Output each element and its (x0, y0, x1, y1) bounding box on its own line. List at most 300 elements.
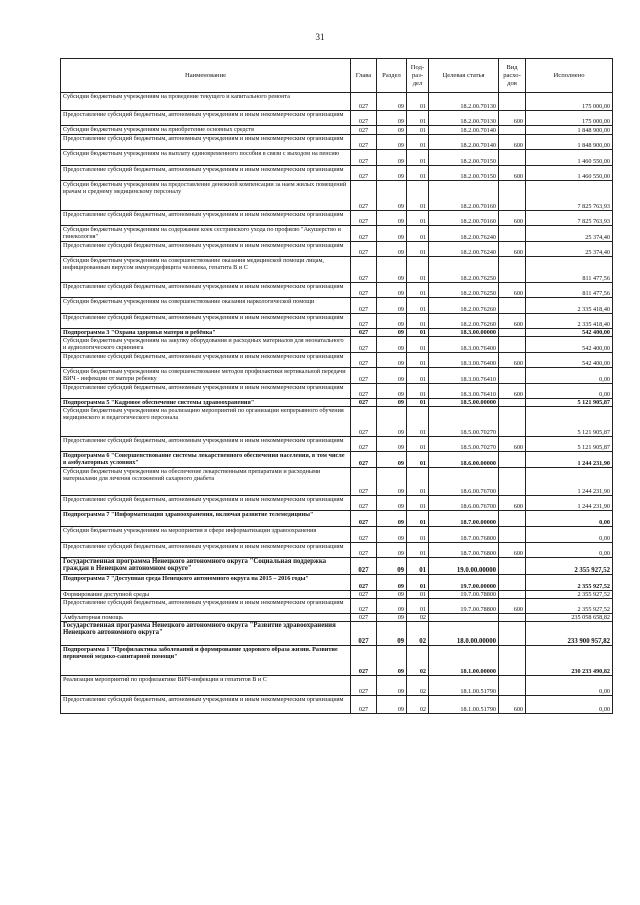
table-row (61, 575, 613, 591)
row-chapter: 027 (351, 511, 377, 527)
table-row (61, 496, 613, 511)
row-target: 18.2.00.70160 (429, 181, 499, 211)
row-exp-type (499, 126, 526, 135)
row-exp-type: 600 (499, 384, 526, 399)
row-chapter: 027 (351, 135, 377, 150)
row-name: Субсидии бюджетным учреждениям на предоставление денежной компенсации за наем жилых помещений врачам и среднему медицинскому персоналу (61, 181, 351, 211)
table-row (61, 93, 613, 111)
row-name: Субсидии бюджетным учреждениям на содержание коек сестринского ухода по профилю "Акушерство и гинекология" (61, 226, 351, 242)
row-name: Субсидии бюджетным учреждениям на мероприятия в сфере информатизации здравоохранения (61, 527, 351, 543)
table-row (61, 646, 613, 676)
row-chapter: 027 (351, 93, 377, 111)
row-name: Субсидии бюджетным учреждениям на совершенствование методов профилактики вертикальной передачи ВИЧ - инфекции от матери ребенку (61, 368, 351, 384)
row-chapter: 027 (351, 468, 377, 496)
row-executed: 542 400,00 (526, 353, 613, 368)
row-subsection: 01 (407, 298, 429, 314)
row-executed: 230 233 490,82 (526, 646, 613, 676)
row-target: 18.7.00.00000 (429, 511, 499, 527)
row-executed: 1 460 550,00 (526, 150, 613, 166)
row-executed: 233 900 957,82 (526, 622, 613, 646)
row-subsection: 01 (407, 166, 429, 181)
row-target: 19.7.00.00000 (429, 575, 499, 591)
table-row (61, 468, 613, 496)
row-subsection: 01 (407, 211, 429, 226)
row-chapter: 027 (351, 242, 377, 257)
row-exp-type (499, 257, 526, 283)
row-executed: 2 355 927,52 (526, 599, 613, 614)
row-section: 09 (377, 676, 407, 696)
row-name: Подпрограмма 5 "Кадровое обеспечение системы здравоохранения" (61, 399, 351, 407)
row-subsection: 01 (407, 242, 429, 257)
row-section: 09 (377, 437, 407, 452)
row-subsection: 02 (407, 622, 429, 646)
row-executed: 2 355 927,52 (526, 558, 613, 575)
row-name: Государственная программа Ненецкого автономного округа "Социальная поддержка граждан в Ненецком автономном округе" (61, 558, 351, 575)
row-target (429, 614, 499, 622)
row-section: 09 (377, 599, 407, 614)
table-body (61, 93, 613, 714)
row-section: 09 (377, 211, 407, 226)
row-section: 09 (377, 181, 407, 211)
row-section: 09 (377, 558, 407, 575)
row-target: 18.5.00.70270 (429, 407, 499, 437)
row-exp-type (499, 676, 526, 696)
row-name: Предоставление субсидий бюджетным, автономным учреждениям и иным некоммерческим организациям (61, 543, 351, 558)
row-exp-type: 600 (499, 599, 526, 614)
row-executed: 2 355 927,52 (526, 575, 613, 591)
table-row (61, 257, 613, 283)
row-subsection: 01 (407, 543, 429, 558)
table-row (61, 166, 613, 181)
table-row (61, 614, 613, 622)
row-subsection: 01 (407, 353, 429, 368)
row-name: Формирование доступной среды (61, 591, 351, 599)
table-row (61, 126, 613, 135)
row-subsection: 01 (407, 226, 429, 242)
table-header-row (61, 59, 613, 93)
row-chapter: 027 (351, 368, 377, 384)
table-row (61, 452, 613, 468)
table-row (61, 437, 613, 452)
row-executed: 1 244 231,90 (526, 468, 613, 496)
row-chapter: 027 (351, 696, 377, 714)
row-target: 19.7.00.78800 (429, 599, 499, 614)
row-section: 09 (377, 368, 407, 384)
row-subsection: 01 (407, 329, 429, 337)
row-exp-type (499, 399, 526, 407)
row-exp-type (499, 150, 526, 166)
row-chapter: 027 (351, 111, 377, 126)
row-chapter: 027 (351, 591, 377, 599)
table-row (61, 591, 613, 599)
row-section: 09 (377, 283, 407, 298)
row-name: Предоставление субсидий бюджетным, автономным учреждениям и иным некоммерческим организациям (61, 696, 351, 714)
row-subsection: 01 (407, 591, 429, 599)
row-subsection: 01 (407, 599, 429, 614)
row-section: 09 (377, 135, 407, 150)
row-chapter: 027 (351, 150, 377, 166)
header-chapter: Глава (351, 59, 377, 93)
table-row (61, 226, 613, 242)
row-section: 09 (377, 575, 407, 591)
row-exp-type (499, 368, 526, 384)
row-name: Предоставление субсидий бюджетным, автономным учреждениям и иным некоммерческим организациям (61, 166, 351, 181)
row-chapter: 027 (351, 257, 377, 283)
row-executed: 542 400,00 (526, 329, 613, 337)
row-exp-type (499, 614, 526, 622)
row-executed: 0,00 (526, 676, 613, 696)
row-subsection: 01 (407, 368, 429, 384)
row-name: Реализация мероприятий по профилактике ВИЧ-инфекции и гепатитов В и С (61, 676, 351, 696)
row-exp-type: 600 (499, 496, 526, 511)
row-chapter: 027 (351, 622, 377, 646)
budget-table (60, 58, 613, 714)
row-target: 18.2.00.76250 (429, 257, 499, 283)
row-chapter: 027 (351, 211, 377, 226)
row-executed: 1 244 231,90 (526, 452, 613, 468)
table-row (61, 283, 613, 298)
row-exp-type: 600 (499, 314, 526, 329)
table-row (61, 527, 613, 543)
row-subsection: 01 (407, 511, 429, 527)
row-chapter: 027 (351, 575, 377, 591)
row-executed: 2 355 927,52 (526, 591, 613, 599)
row-section: 09 (377, 226, 407, 242)
table-row (61, 314, 613, 329)
row-section: 09 (377, 166, 407, 181)
row-target: 19.7.00.78800 (429, 591, 499, 599)
row-executed: 5 121 905,87 (526, 399, 613, 407)
row-exp-type: 600 (499, 211, 526, 226)
row-chapter: 027 (351, 337, 377, 353)
row-exp-type (499, 527, 526, 543)
table-row (61, 399, 613, 407)
table-row (61, 135, 613, 150)
row-subsection: 01 (407, 135, 429, 150)
row-name: Предоставление субсидий бюджетным, автономным учреждениям и иным некоммерческим организациям (61, 242, 351, 257)
row-executed: 1 244 231,90 (526, 496, 613, 511)
row-section: 09 (377, 543, 407, 558)
row-executed: 25 374,40 (526, 242, 613, 257)
row-chapter: 027 (351, 646, 377, 676)
row-name: Предоставление субсидий бюджетным, автономным учреждениям и иным некоммерческим организациям (61, 135, 351, 150)
row-executed: 542 400,00 (526, 337, 613, 353)
row-exp-type (499, 575, 526, 591)
row-exp-type: 600 (499, 242, 526, 257)
table-row (61, 558, 613, 575)
row-target: 18.5.00.70270 (429, 437, 499, 452)
row-subsection: 01 (407, 384, 429, 399)
row-section: 09 (377, 614, 407, 622)
table-row (61, 150, 613, 166)
row-subsection: 01 (407, 575, 429, 591)
row-name: Субсидии бюджетным учреждениям на реализацию мероприятий по организации непрерывного обучения медицинского и педагогического персонала (61, 407, 351, 437)
row-section: 09 (377, 257, 407, 283)
row-target: 18.7.00.76800 (429, 527, 499, 543)
row-chapter: 027 (351, 407, 377, 437)
table-row (61, 368, 613, 384)
row-section: 09 (377, 399, 407, 407)
row-section: 09 (377, 298, 407, 314)
row-target: 18.2.00.70130 (429, 93, 499, 111)
row-exp-type: 600 (499, 543, 526, 558)
table-row (61, 337, 613, 353)
row-section: 09 (377, 591, 407, 599)
header-exp-type: Вид расхо-дов (499, 59, 526, 93)
header-executed: Исполнено (526, 59, 613, 93)
row-target: 18.5.00.00000 (429, 399, 499, 407)
row-name: Предоставление субсидий бюджетным, автономным учреждениям и иным некоммерческим организациям (61, 353, 351, 368)
row-target: 18.7.00.76800 (429, 543, 499, 558)
row-target: 18.3.00.76410 (429, 384, 499, 399)
row-name: Подпрограмма 7 "Информатизация здравоохранения, включая развитие телемедицины" (61, 511, 351, 527)
row-executed: 5 121 905,87 (526, 437, 613, 452)
row-executed: 1 848 900,00 (526, 135, 613, 150)
header-subsection: Под-раз-дел (407, 59, 429, 93)
row-subsection: 01 (407, 527, 429, 543)
row-subsection: 01 (407, 452, 429, 468)
row-exp-type (499, 407, 526, 437)
row-section: 09 (377, 314, 407, 329)
row-section: 09 (377, 337, 407, 353)
row-name: Амбулаторная помощь (61, 614, 351, 622)
row-exp-type: 600 (499, 166, 526, 181)
row-exp-type (499, 511, 526, 527)
row-name: Подпрограмма 1 "Профилактика заболеваний и формирование здорового образа жизни. Развитие первичной медико-санитарной помощи" (61, 646, 351, 676)
header-target: Целевая статья (429, 59, 499, 93)
table-row (61, 211, 613, 226)
row-exp-type (499, 646, 526, 676)
row-chapter: 027 (351, 283, 377, 298)
row-exp-type (499, 93, 526, 111)
row-executed: 5 121 905,87 (526, 407, 613, 437)
row-section: 09 (377, 242, 407, 257)
row-chapter: 027 (351, 353, 377, 368)
table-row (61, 329, 613, 337)
row-section: 09 (377, 452, 407, 468)
row-executed: 175 000,00 (526, 93, 613, 111)
table-row (61, 384, 613, 399)
row-name: Субсидии бюджетным учреждениям на приобретение основных средств (61, 126, 351, 135)
row-chapter: 027 (351, 676, 377, 696)
row-section: 09 (377, 384, 407, 399)
row-chapter: 027 (351, 496, 377, 511)
table-row (61, 676, 613, 696)
row-exp-type: 600 (499, 696, 526, 714)
row-executed: 7 825 763,93 (526, 181, 613, 211)
row-target: 18.3.00.76400 (429, 337, 499, 353)
row-subsection: 01 (407, 111, 429, 126)
row-exp-type (499, 468, 526, 496)
row-name: Подпрограмма 7 "Доступная среда Ненецкого автономного округа на 2015 – 2016 годы" (61, 575, 351, 591)
row-exp-type (499, 558, 526, 575)
row-chapter: 027 (351, 298, 377, 314)
table-row (61, 181, 613, 211)
row-subsection: 01 (407, 283, 429, 298)
row-name: Подпрограмма 3 "Охрана здоровья матери и ребёнка" (61, 329, 351, 337)
table-row (61, 599, 613, 614)
page-number: 31 (315, 32, 325, 42)
row-subsection: 02 (407, 614, 429, 622)
row-name: Субсидии бюджетным учреждениям на закупку оборудования и расходных материалов для неонатального и аудиологического скрининга (61, 337, 351, 353)
row-subsection: 01 (407, 150, 429, 166)
row-target: 19.0.00.00000 (429, 558, 499, 575)
row-name: Государственная программа Ненецкого автономного округа "Развитие здравоохранения Ненецкого автономного округа" (61, 622, 351, 646)
row-subsection: 02 (407, 696, 429, 714)
row-subsection: 01 (407, 126, 429, 135)
row-subsection: 01 (407, 181, 429, 211)
table-row (61, 407, 613, 437)
row-chapter: 027 (351, 166, 377, 181)
row-exp-type (499, 452, 526, 468)
row-section: 09 (377, 407, 407, 437)
row-target: 18.2.00.70130 (429, 111, 499, 126)
row-exp-type (499, 226, 526, 242)
row-subsection: 01 (407, 314, 429, 329)
row-target: 18.2.00.76260 (429, 314, 499, 329)
row-subsection: 01 (407, 496, 429, 511)
row-section: 09 (377, 468, 407, 496)
row-exp-type (499, 622, 526, 646)
row-chapter: 027 (351, 126, 377, 135)
row-name: Предоставление субсидий бюджетным, автономным учреждениям и иным некоммерческим организациям (61, 384, 351, 399)
row-subsection: 01 (407, 399, 429, 407)
row-executed: 1 848 900,00 (526, 126, 613, 135)
row-target: 18.3.00.76400 (429, 353, 499, 368)
row-name: Субсидии бюджетным учреждениям на совершенствование оказания медицинской помощи лицам, инфицированным вирусом иммунодефицита человека, гепатита В и С (61, 257, 351, 283)
row-executed: 175 000,00 (526, 111, 613, 126)
row-subsection: 01 (407, 93, 429, 111)
row-chapter: 027 (351, 399, 377, 407)
row-name: Предоставление субсидий бюджетным, автономным учреждениям и иным некоммерческим организациям (61, 496, 351, 511)
row-target: 18.2.00.70150 (429, 150, 499, 166)
table-row (61, 353, 613, 368)
row-name: Предоставление субсидий бюджетным, автономным учреждениям и иным некоммерческим организациям (61, 283, 351, 298)
row-name: Подпрограмма 6 "Совершенствование системы лекарственного обеспечения населения, в том числе в амбулаторных условиях" (61, 452, 351, 468)
row-subsection: 01 (407, 558, 429, 575)
row-target: 18.0.00.00000 (429, 622, 499, 646)
row-subsection: 02 (407, 676, 429, 696)
row-name: Предоставление субсидий бюджетным, автономным учреждениям и иным некоммерческим организациям (61, 437, 351, 452)
row-target: 18.1.00.00000 (429, 646, 499, 676)
row-executed: 0,00 (526, 527, 613, 543)
row-section: 09 (377, 622, 407, 646)
row-name: Субсидии бюджетным учреждениям на выплату единовременного пособия в связи с выходом на пенсию (61, 150, 351, 166)
row-target: 18.6.00.00000 (429, 452, 499, 468)
table-row (61, 696, 613, 714)
row-subsection: 01 (407, 257, 429, 283)
row-name: Предоставление субсидий бюджетным, автономным учреждениям и иным некоммерческим организациям (61, 314, 351, 329)
row-executed: 1 460 550,00 (526, 166, 613, 181)
row-name: Субсидии бюджетным учреждениям на проведение текущего и капитального ремонта (61, 93, 351, 111)
row-target: 18.6.00.76700 (429, 468, 499, 496)
header-name: Наименование (61, 59, 351, 93)
row-executed: 811 477,56 (526, 283, 613, 298)
row-exp-type: 600 (499, 283, 526, 298)
row-chapter: 027 (351, 314, 377, 329)
table-row (61, 298, 613, 314)
row-name: Предоставление субсидий бюджетным, автономным учреждениям и иным некоммерческим организациям (61, 599, 351, 614)
row-section: 09 (377, 126, 407, 135)
row-executed: 0,00 (526, 696, 613, 714)
row-name: Субсидии бюджетным учреждениям на совершенствование оказания наркологической помощи (61, 298, 351, 314)
row-name: Предоставление субсидий бюджетным, автономным учреждениям и иным некоммерческим организациям (61, 211, 351, 226)
row-target: 18.3.00.00000 (429, 329, 499, 337)
table-row (61, 111, 613, 126)
row-section: 09 (377, 696, 407, 714)
row-chapter: 027 (351, 226, 377, 242)
row-exp-type: 600 (499, 111, 526, 126)
row-exp-type (499, 298, 526, 314)
row-executed: 0,00 (526, 543, 613, 558)
row-chapter: 027 (351, 181, 377, 211)
row-target: 18.2.00.70160 (429, 211, 499, 226)
row-exp-type (499, 337, 526, 353)
row-chapter: 027 (351, 614, 377, 622)
row-target: 18.2.00.76250 (429, 283, 499, 298)
row-target: 18.1.00.51790 (429, 676, 499, 696)
row-exp-type (499, 329, 526, 337)
row-section: 09 (377, 329, 407, 337)
row-chapter: 027 (351, 543, 377, 558)
row-target: 18.2.00.70150 (429, 166, 499, 181)
row-target: 18.6.00.76700 (429, 496, 499, 511)
row-target: 18.2.00.76260 (429, 298, 499, 314)
row-exp-type (499, 181, 526, 211)
table-row (61, 242, 613, 257)
row-target: 18.2.00.76240 (429, 242, 499, 257)
row-target: 18.2.00.70140 (429, 135, 499, 150)
table-row (61, 543, 613, 558)
row-section: 09 (377, 646, 407, 676)
header-section: Раздел (377, 59, 407, 93)
row-chapter: 027 (351, 452, 377, 468)
row-executed: 0,00 (526, 511, 613, 527)
row-target: 18.1.00.51790 (429, 696, 499, 714)
row-chapter: 027 (351, 384, 377, 399)
row-chapter: 027 (351, 329, 377, 337)
row-subsection: 02 (407, 646, 429, 676)
row-subsection: 01 (407, 337, 429, 353)
row-chapter: 027 (351, 599, 377, 614)
row-executed: 235 058 658,82 (526, 614, 613, 622)
row-executed: 25 374,40 (526, 226, 613, 242)
row-chapter: 027 (351, 437, 377, 452)
row-executed: 0,00 (526, 384, 613, 399)
row-chapter: 027 (351, 558, 377, 575)
row-section: 09 (377, 527, 407, 543)
row-section: 09 (377, 511, 407, 527)
row-target: 18.2.00.70140 (429, 126, 499, 135)
row-executed: 811 477,56 (526, 257, 613, 283)
row-subsection: 01 (407, 468, 429, 496)
row-executed: 2 335 418,40 (526, 314, 613, 329)
table-row (61, 622, 613, 646)
row-section: 09 (377, 150, 407, 166)
row-executed: 2 335 418,40 (526, 298, 613, 314)
row-section: 09 (377, 93, 407, 111)
row-subsection: 01 (407, 407, 429, 437)
row-subsection: 01 (407, 437, 429, 452)
row-section: 09 (377, 353, 407, 368)
row-target: 18.3.00.76410 (429, 368, 499, 384)
row-executed: 7 825 763,93 (526, 211, 613, 226)
row-exp-type (499, 591, 526, 599)
row-name: Субсидии бюджетным учреждениям на обеспечение лекарственными препаратами и расходными материалами для лечения осложнений сахарного диабета (61, 468, 351, 496)
row-exp-type: 600 (499, 437, 526, 452)
row-exp-type: 600 (499, 353, 526, 368)
row-exp-type: 600 (499, 135, 526, 150)
